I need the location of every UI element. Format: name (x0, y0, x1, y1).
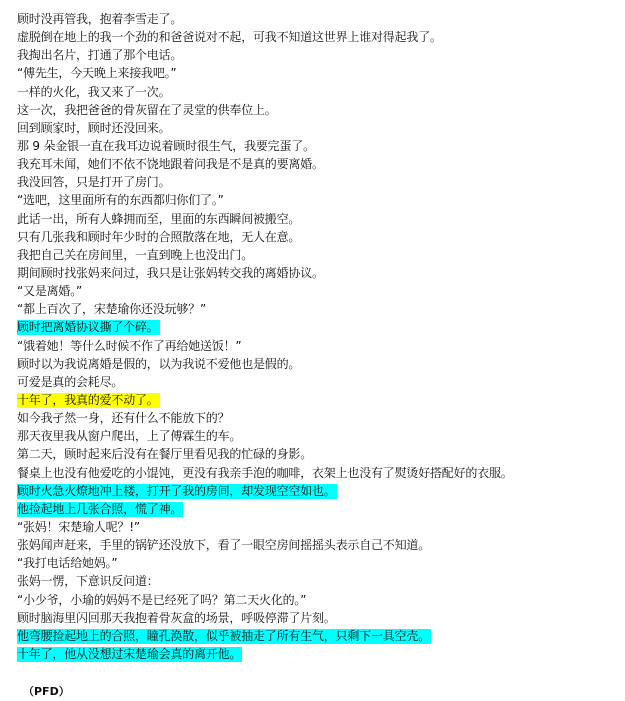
text: 顾时以为我说离婚是假的，以为我说不爱他也是假的。 (17, 356, 301, 371)
text-line-25 (17, 445, 617, 463)
text-line-14 (17, 246, 617, 264)
text: 虚脱倒在地上的我一个劲的和爸爸说对不起，可我不知道这世界上谁对得起我了。 (17, 30, 442, 45)
text-line-2 (17, 28, 617, 46)
text-line-16 (17, 282, 617, 300)
text-line-7 (17, 119, 617, 137)
text-line-31 (17, 554, 617, 572)
text-line-18 (17, 318, 617, 336)
text: 期间顾时找张妈来问过，我只是让张妈转交我的离婚协议。 (17, 265, 324, 280)
text: 张妈一愣，下意识反问道： (17, 574, 159, 589)
text-line-21 (17, 373, 617, 391)
text-line-26 (17, 464, 617, 482)
text-line-17 (17, 300, 617, 318)
text: 那天夜里我从窗户爬出，上了傅霖生的车。 (17, 429, 242, 444)
text-line-4 (17, 64, 617, 82)
text-line-8 (17, 137, 617, 155)
spacer (17, 663, 617, 683)
text-line-23 (17, 409, 617, 427)
text: 我没回答，只是打开了房门。 (17, 175, 171, 190)
text: 只有几张我和顾时年少时的合照散落在地，无人在意。 (17, 229, 301, 244)
text: “张妈！宋楚瑜人呢？!” (17, 519, 140, 534)
text: 张妈闻声赶来，手里的锅铲还没放下，看了一眼空房间摇摇头表示自己不知道。 (17, 538, 431, 553)
text: “我打电话给她妈。” (17, 556, 118, 571)
text-line-3 (17, 46, 617, 64)
text: “都上百次了，宋楚瑜你还没玩够？” (17, 302, 207, 317)
text-line-29 (17, 518, 617, 536)
text-line-32 (17, 572, 617, 590)
text: 回到顾家时，顾时还没回来。 (17, 120, 171, 135)
text-line-22 (17, 391, 617, 409)
text-line-12 (17, 210, 617, 228)
text-line-24 (17, 427, 617, 445)
document-body (17, 10, 617, 701)
text: 我把自己关在房间里，一直到晚上也没出门。 (17, 247, 254, 262)
text: “又是离婚。” (17, 284, 83, 299)
text: 我掏出名片，打通了那个电话。 (17, 48, 183, 63)
text: 餐桌上也没有他爱吃的小馄饨，更没有我亲手泡的咖啡，衣架上也没有了熨烫好搭配好的衣服。 (17, 465, 513, 480)
text-line-35 (17, 627, 617, 645)
text: “傅先生，今天晚上来接我吧。” (17, 66, 177, 81)
text-line-27 (17, 482, 617, 500)
highlighted-text: 十年了，我真的爱不动了。 (17, 392, 159, 407)
text-line-9 (17, 155, 617, 173)
text: 此话一出，所有人蜂拥而至，里面的东西瞬间被搬空。 (17, 211, 301, 226)
text-line-20 (17, 355, 617, 373)
text: 顾时脑海里闪回那天我抱着骨灰盒的场景，呼吸停滞了片刻。 (17, 610, 336, 625)
text-line-5 (17, 83, 617, 101)
highlighted-text: 顾时火急火燎地冲上楼，打开了我的房间，却发现空空如也。 (17, 483, 336, 498)
text: “小少爷，小瑜的妈妈不是已经死了吗？第二天火化的。” (17, 592, 307, 607)
text-line-19 (17, 337, 617, 355)
highlighted-text: 他捡起地上几张合照，慌了神。 (17, 501, 183, 516)
text-line-34 (17, 609, 617, 627)
text: 第二天，顾时起来后没有在餐厅里看见我的忙碌的身影。 (17, 447, 313, 462)
text: “饿着她！等什么时候不作了再给她送饭！” (17, 338, 242, 353)
text-line-6 (17, 101, 617, 119)
highlighted-text: 十年了，他从没想过宋楚瑜会真的离开他。 (17, 646, 242, 661)
text-line-1 (17, 10, 617, 28)
text: 顾时没再管我，抱着李雪走了。 (17, 12, 183, 26)
text-line-10 (17, 173, 617, 191)
text: 我充耳未闻，她们不依不饶地跟着问我是不是真的要离婚。 (17, 157, 324, 172)
text: “选吧，这里面所有的东西都归你们了。” (17, 193, 224, 208)
text-line-28 (17, 500, 617, 518)
text: 可爱是真的会耗尽。 (17, 374, 124, 389)
text: 一样的火化，我又来了一次。 (17, 84, 171, 99)
footer-note: （PFD） (23, 685, 70, 699)
text-line-36 (17, 645, 617, 663)
highlighted-text: 他弯腰捡起地上的合照，瞳孔涣散，似乎被抽走了所有生气，只剩下一具空壳。 (17, 628, 431, 643)
text: 如今我孑然一身，还有什么不能放下的？ (17, 411, 230, 426)
text: 那 9 朵金银一直在我耳边说着顾时很生气，我要完蛋了。 (17, 138, 315, 153)
highlighted-text: 顾时把离婚协议撕了个碎。 (17, 320, 159, 335)
text-line-15 (17, 264, 617, 282)
text: 这一次，我把爸爸的骨灰留在了灵堂的供奉位上。 (17, 102, 277, 117)
text-line-13 (17, 228, 617, 246)
text-line-30 (17, 536, 617, 554)
text-line-11 (17, 191, 617, 209)
text-line-33 (17, 591, 617, 609)
